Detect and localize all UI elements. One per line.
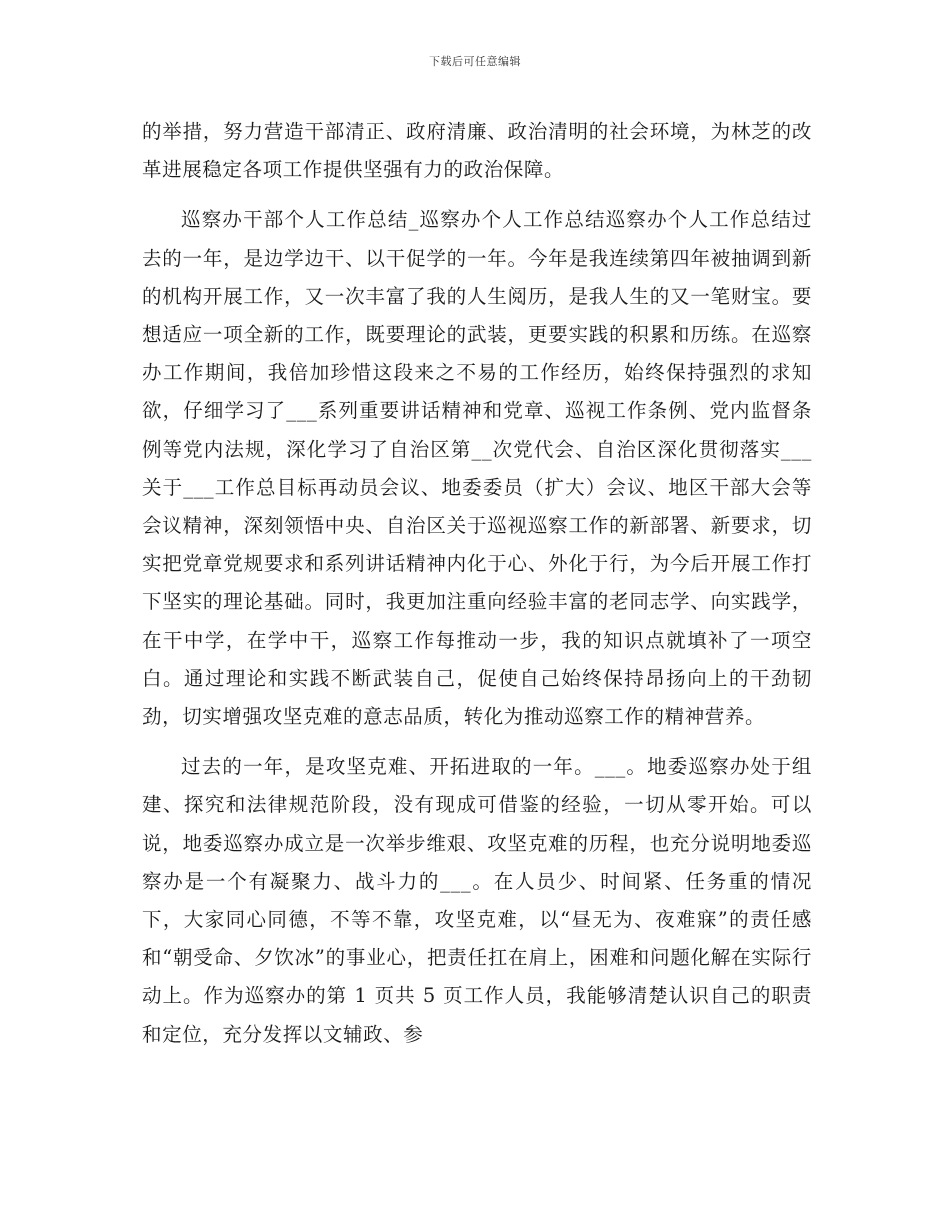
paragraph-continuation: 的举措，努力营造干部清正、政府清廉、政治清明的社会环境，为林芝的改革进展稳定各项工作提供坚强有力的政治保障。 xyxy=(142,120,812,182)
document-body xyxy=(142,113,812,1054)
paragraph-past-year: 过去的一年，是攻坚克难、开拓进取的一年。___。地委巡察办处于组建、探究和法律规范阶段，没有现成可借鉴的经验，一切从零开始。可以说，地委巡察办成立是一次举步维艰、攻坚克难的历程，也充分说明地委巡察办是一个有凝聚力、战斗力的___。在人员少、时间紧、任务重的情况下，大家同心同德，不等不靠，攻坚克难，以“昼无为、夜难寐”的责任感和“朝受命、夕饮冰”的事业心，把责任扛在肩上，困难和问题化解在实际行动上。作为巡察办的第 1 页共 5 页工作人员，我能够清楚认识自己的职责和定位，充分发挥以文辅政、参 xyxy=(142,755,812,1046)
paragraph-work-summary: 巡察办干部个人工作总结_巡察办个人工作总结巡察办个人工作总结过去的一年，是边学边干、以干促学的一年。今年是我连续第四年被抽调到新的机构开展工作，又一次丰富了我的人生阅历，是我人生的又一笔财宝。要想适应一项全新的工作，既要理论的武装，更要实践的积累和历练。在巡察办工作期间，我倍加珍惜这段来之不易的工作经历，始终保持强烈的求知欲，仔细学习了___系列重要讲话精神和党章、巡视工作条例、党内监督条例等党内法规，深化学习了自治区第__次党代会、自治区深化贯彻落实___关于___工作总目标再动员会议、地委委员（扩大）会议、地区干部大会等会议精神，深刻领悟中央、自治区关于巡视巡察工作的新部署、新要求，切实把党章党规要求和系列讲话精神内化于心、外化于行，为今后开展工作打下坚实的理论基础。同时，我更加注重向经验丰富的老同志学、向实践学，在干中学，在学中干，巡察工作每推动一步，我的知识点就填补了一项空白。通过理论和实践不断武装自己，促使自己始终保持昂扬向上的干劲韧劲，切实增强攻坚克难的意志品质，转化为推动巡察工作的精神营养。 xyxy=(142,208,812,729)
page-header-note: 下载后可任意编辑 xyxy=(429,55,521,68)
